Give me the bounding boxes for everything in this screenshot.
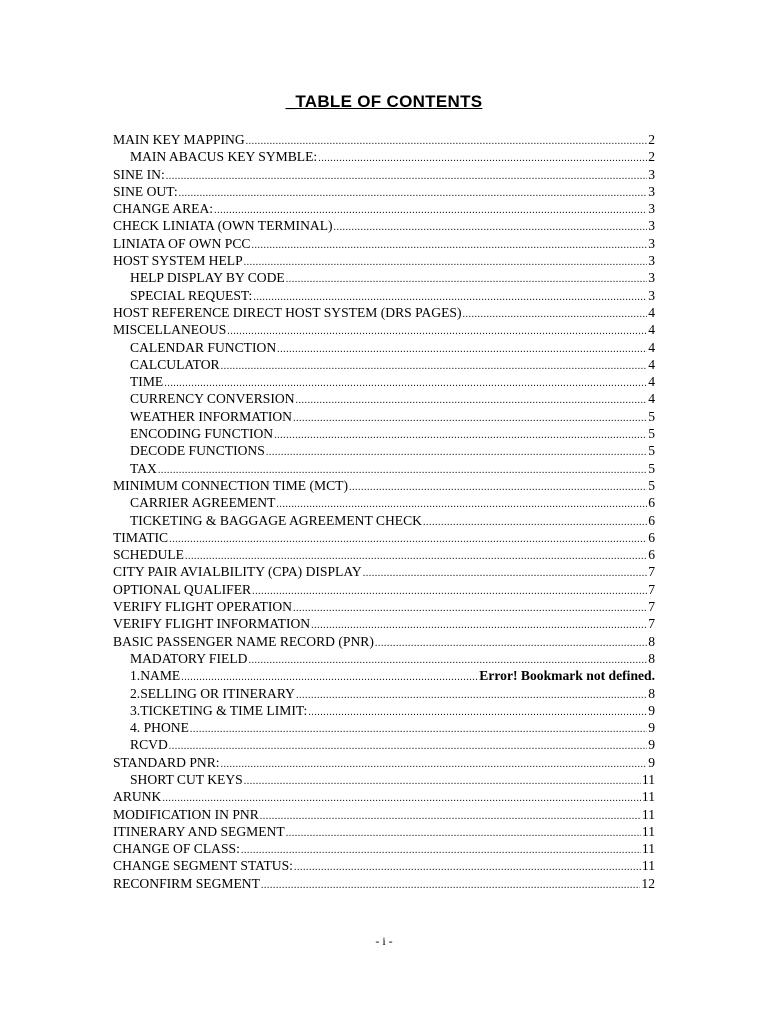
toc-entry-label: RCVD — [130, 737, 168, 753]
toc-entry[interactable] — [113, 390, 655, 407]
toc-dot-leader — [349, 479, 647, 496]
toc-entry-page-number: 4 — [648, 304, 655, 320]
toc-entry-label: STANDARD PNR: — [113, 754, 220, 770]
toc-entry-page-number: 4 — [648, 356, 655, 372]
toc-entry-page-number: 11 — [641, 858, 655, 874]
toc-entry-label: TIMATIC — [113, 529, 169, 545]
toc-entry[interactable] — [113, 563, 655, 580]
toc-entry[interactable] — [113, 719, 655, 736]
toc-entry[interactable] — [113, 183, 655, 200]
toc-entry-label: SPECIAL REQUEST: — [130, 287, 253, 303]
toc-dot-leader — [293, 410, 647, 427]
toc-entry[interactable] — [113, 633, 655, 650]
toc-entry[interactable] — [113, 581, 655, 598]
toc-dot-leader — [294, 859, 641, 876]
toc-entry-page-number: 7 — [648, 564, 655, 580]
toc-dot-leader — [318, 150, 647, 167]
toc-entry-page-number: 4 — [648, 374, 655, 390]
toc-entry[interactable] — [113, 840, 655, 857]
toc-entry[interactable] — [113, 166, 655, 183]
toc-entry[interactable] — [113, 235, 655, 252]
toc-entry[interactable] — [113, 546, 655, 563]
toc-entry[interactable] — [113, 339, 655, 356]
toc-dot-leader — [244, 773, 641, 790]
toc-entry-label: RECONFIRM SEGMENT — [113, 875, 260, 891]
toc-entry-page-number: 6 — [648, 512, 655, 528]
toc-dot-leader — [166, 168, 647, 185]
toc-entry-label: MINIMUM CONNECTION TIME (MCT) — [113, 477, 348, 493]
toc-entry[interactable] — [113, 477, 655, 494]
toc-entry[interactable] — [113, 512, 655, 529]
toc-entry[interactable] — [113, 650, 655, 667]
toc-entry[interactable] — [113, 304, 655, 321]
toc-entry[interactable] — [113, 269, 655, 286]
toc-entry-label: MADATORY FIELD — [130, 650, 248, 666]
toc-entry-page-number: 7 — [648, 616, 655, 632]
toc-entry[interactable] — [113, 754, 655, 771]
toc-entry-page-number: 7 — [648, 599, 655, 615]
toc-entry-label: CALCULATOR — [130, 356, 220, 372]
toc-entry-label: CURRENCY CONVERSION — [130, 391, 295, 407]
toc-dot-leader — [179, 185, 648, 202]
toc-entry-label: SINE IN: — [113, 166, 165, 182]
toc-dot-leader — [169, 738, 647, 755]
toc-entry-label: TAX — [130, 460, 157, 476]
toc-entry-label: MAIN KEY MAPPING — [113, 132, 245, 147]
toc-entry-page-number: 9 — [648, 702, 655, 718]
toc-dot-leader — [261, 877, 641, 894]
toc-entry[interactable] — [113, 408, 655, 425]
toc-entry-page-number: 6 — [648, 529, 655, 545]
toc-entry-label: SINE OUT: — [113, 183, 178, 199]
toc-entry[interactable] — [113, 771, 655, 788]
toc-entry-label: CHANGE AREA: — [113, 201, 214, 217]
toc-dot-leader — [227, 323, 647, 340]
toc-entry-label: VERIFY FLIGHT INFORMATION — [113, 616, 311, 632]
toc-entry-label: HOST REFERENCE DIRECT HOST SYSTEM (DRS PAGES) — [113, 304, 462, 320]
toc-entry[interactable] — [113, 131, 655, 148]
toc-dot-leader — [266, 444, 647, 461]
toc-entry[interactable] — [113, 200, 655, 217]
toc-entry-label: 2.SELLING OR ITINERARY — [130, 685, 296, 701]
toc-entry-page-number: 3 — [648, 166, 655, 182]
toc-entry[interactable] — [113, 667, 655, 684]
page-number-footer: - i - — [375, 934, 393, 948]
toc-entry-page-number: 9 — [648, 737, 655, 753]
toc-entry-label: MISCELLANEOUS — [113, 322, 227, 338]
toc-entry[interactable] — [113, 806, 655, 823]
toc-entry[interactable] — [113, 287, 655, 304]
toc-dot-leader — [296, 687, 647, 704]
toc-dot-leader — [274, 427, 647, 444]
toc-entry-label: ARUNK — [113, 789, 162, 805]
toc-entry-page-number: 4 — [648, 391, 655, 407]
toc-entry-label: CHECK LINIATA (OWN TERMINAL) — [113, 218, 333, 234]
toc-entry[interactable] — [113, 252, 655, 269]
toc-dot-leader — [375, 635, 647, 652]
toc-dot-leader — [363, 565, 647, 582]
toc-entry-page-number: 5 — [648, 408, 655, 424]
toc-entry-page-number: 3 — [648, 235, 655, 251]
toc-entry-label: BASIC PASSENGER NAME RECORD (PNR) — [113, 633, 374, 649]
toc-entry[interactable] — [113, 702, 655, 719]
toc-entry-label: DECODE FUNCTIONS — [130, 443, 265, 459]
toc-dot-leader — [221, 358, 648, 375]
toc-entry[interactable] — [113, 425, 655, 442]
toc-entry-page-number: 11 — [641, 771, 655, 787]
toc-entry-page-number: 11 — [641, 823, 655, 839]
toc-entry-page-number: 11 — [641, 806, 655, 822]
toc-entry[interactable] — [113, 494, 655, 511]
toc-entry[interactable] — [113, 148, 655, 165]
toc-entry-label: TICKETING & BAGGAGE AGREEMENT CHECK — [130, 512, 422, 528]
toc-dot-leader — [221, 756, 648, 773]
toc-dot-leader — [252, 583, 647, 600]
toc-entry[interactable] — [113, 217, 655, 234]
toc-entry-label: SHORT CUT KEYS — [130, 771, 243, 787]
toc-entry-page-number: 4 — [648, 322, 655, 338]
toc-dot-leader — [169, 531, 647, 548]
toc-entry[interactable] — [113, 598, 655, 615]
toc-entry-label: CITY PAIR AVIALBILITY (CPA) DISPLAY — [113, 564, 362, 580]
toc-dot-leader — [190, 721, 647, 738]
toc-entry-label: 1.NAME — [130, 668, 181, 684]
toc-entry-page-number: 3 — [648, 270, 655, 286]
toc-entry[interactable] — [113, 356, 655, 373]
toc-entry-label: SCHEDULE — [113, 547, 184, 563]
toc-entry-page-number: 5 — [648, 443, 655, 459]
toc-entry-page-number: 2 — [648, 132, 655, 147]
toc-entry-page-number: 8 — [648, 633, 655, 649]
toc-entry-page-number: 9 — [648, 720, 655, 736]
toc-dot-leader — [252, 237, 648, 254]
toc-entry-error-message: Error! Bookmark not defined. — [479, 668, 655, 684]
toc-dot-leader — [244, 254, 648, 271]
toc-dot-leader — [277, 341, 647, 358]
toc-entry[interactable] — [113, 615, 655, 632]
table-of-contents — [113, 131, 655, 892]
page-title — [0, 92, 768, 112]
toc-entry-page-number: 6 — [648, 547, 655, 563]
toc-dot-leader — [308, 704, 647, 721]
toc-dot-leader — [286, 825, 641, 842]
toc-entry[interactable] — [113, 373, 655, 390]
toc-entry-label: VERIFY FLIGHT OPERATION — [113, 599, 292, 615]
toc-entry-page-number: 3 — [648, 183, 655, 199]
toc-entry-page-number: 9 — [648, 754, 655, 770]
toc-entry-page-number: 8 — [648, 685, 655, 701]
toc-entry-label: 4. PHONE — [130, 720, 189, 736]
toc-entry-label: 3.TICKETING & TIME LIMIT: — [130, 702, 308, 718]
toc-entry[interactable] — [113, 857, 655, 874]
toc-entry[interactable] — [113, 321, 655, 338]
toc-entry-label: CARRIER AGREEMENT — [130, 495, 276, 511]
toc-entry[interactable] — [113, 460, 655, 477]
toc-entry-label: CHANGE SEGMENT STATUS: — [113, 858, 293, 874]
toc-entry-page-number: 11 — [641, 789, 655, 805]
toc-entry-label: TIME — [130, 374, 164, 390]
toc-entry-page-number: 5 — [648, 460, 655, 476]
toc-dot-leader — [296, 392, 648, 409]
toc-entry-label: HELP DISPLAY BY CODE — [130, 270, 285, 286]
toc-dot-leader — [286, 271, 647, 288]
toc-dot-leader — [423, 514, 647, 531]
toc-entry-label: OPTIONAL QUALIFER — [113, 581, 252, 597]
toc-entry[interactable] — [113, 442, 655, 459]
toc-entry[interactable] — [113, 529, 655, 546]
toc-entry-page-number: 3 — [648, 287, 655, 303]
page-title-text: _TABLE OF CONTENTS — [285, 92, 483, 111]
toc-entry-page-number: 4 — [648, 339, 655, 355]
toc-entry-page-number: 3 — [648, 201, 655, 217]
toc-entry-page-number: 5 — [648, 477, 655, 493]
toc-entry-page-number: 12 — [641, 875, 655, 891]
toc-entry-page-number: 6 — [648, 495, 655, 511]
toc-dot-leader — [334, 219, 648, 236]
toc-entry-page-number: 5 — [648, 426, 655, 442]
toc-entry-label: CALENDAR FUNCTION — [130, 339, 277, 355]
toc-entry[interactable] — [113, 685, 655, 702]
toc-entry-page-number: 8 — [648, 650, 655, 666]
toc-entry-page-number: 2 — [648, 149, 655, 165]
toc-entry-label: ITINERARY AND SEGMENT — [113, 823, 285, 839]
toc-entry[interactable] — [113, 875, 655, 892]
toc-dot-leader — [462, 306, 647, 323]
toc-entry-label: LINIATA OF OWN PCC — [113, 235, 251, 251]
toc-entry-label: MODIFICATION IN PNR — [113, 806, 259, 822]
toc-entry-page-number: 7 — [648, 581, 655, 597]
toc-entry[interactable] — [113, 823, 655, 840]
toc-entry-page-number: 3 — [648, 218, 655, 234]
toc-entry-label: HOST SYSTEM HELP — [113, 253, 243, 269]
toc-dot-leader — [241, 842, 641, 859]
toc-dot-leader — [293, 600, 647, 617]
toc-entry-page-number: 11 — [641, 841, 655, 857]
toc-entry-label: WEATHER INFORMATION — [130, 408, 292, 424]
toc-entry[interactable] — [113, 736, 655, 753]
toc-entry-label: CHANGE OF CLASS: — [113, 841, 240, 857]
toc-entry-label: ENCODING FUNCTION — [130, 426, 274, 442]
toc-dot-leader — [260, 808, 641, 825]
toc-entry-label: MAIN ABACUS KEY SYMBLE: — [130, 149, 318, 165]
toc-entry-page-number: 3 — [648, 253, 655, 269]
toc-entry[interactable] — [113, 788, 655, 805]
